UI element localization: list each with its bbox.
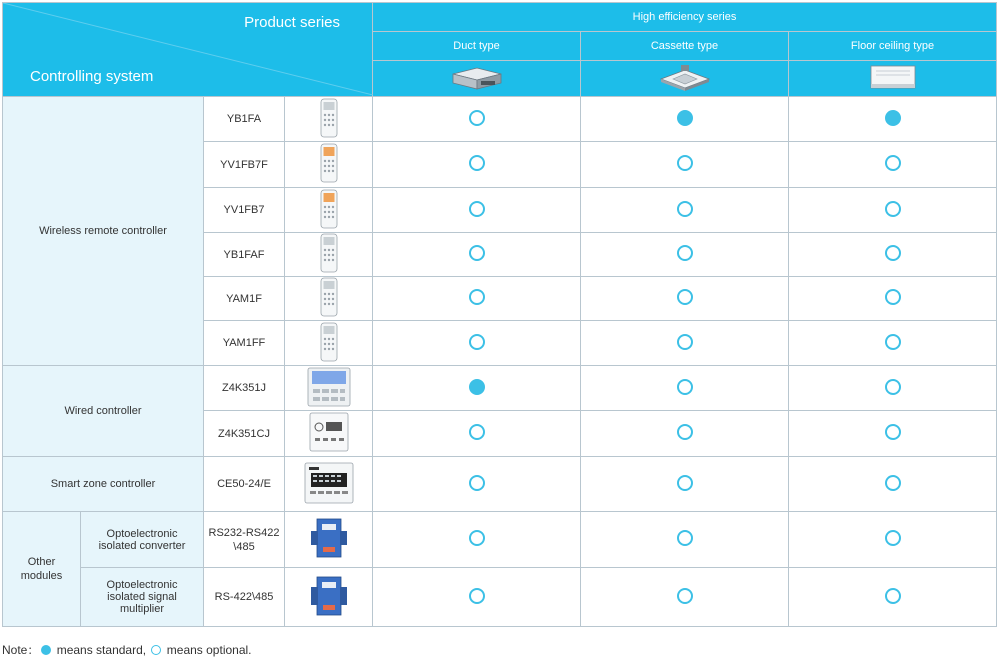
optional-marker [469,289,485,305]
optional-marker [469,155,485,171]
category-opto-multiplier-label: Optoelectronic isolated signal multiplier [106,579,178,615]
blue-converter-module-icon [309,517,349,559]
product-image [285,366,373,411]
support-cell [789,366,997,411]
support-cell [581,411,789,457]
category-other-modules-label: Other modules [20,556,63,582]
product-image [285,512,373,568]
model-name: CE50-24/E [204,457,285,512]
optional-marker [885,155,901,171]
support-cell [789,512,997,568]
category-opto-converter-label: Optoelectronic isolated converter [98,527,186,552]
optional-marker [469,588,485,604]
model-name: YAM1F [204,277,285,321]
optional-marker [885,245,901,261]
optional-marker [885,334,901,350]
product-image [285,277,373,321]
optional-marker [885,530,901,546]
product-image [285,457,373,512]
white-remote-icon [319,233,339,273]
model-name: YB1FAF [204,233,285,277]
optional-marker [677,530,693,546]
support-cell [581,457,789,512]
white-remote-icon [319,277,339,317]
duct-type-header: Duct type [373,32,581,61]
product-image [285,142,373,188]
floor-ceiling-unit-icon [868,62,918,92]
support-cell [581,568,789,627]
support-cell [373,188,581,233]
optional-marker [885,379,901,395]
cassette-unit-image [581,61,789,97]
support-cell [581,277,789,321]
optional-legend-icon [151,645,161,655]
blue-multiplier-module-icon [309,575,349,617]
support-cell [373,366,581,411]
product-series-label: Product series [244,14,340,31]
product-image [285,411,373,457]
optional-marker [469,530,485,546]
floor-ceiling-type-header: Floor ceiling type [789,32,997,61]
support-cell [789,568,997,627]
optional-marker [677,588,693,604]
optional-marker [677,379,693,395]
optional-marker [469,201,485,217]
compatibility-table [2,2,997,627]
support-cell [373,457,581,512]
orange-screen-remote-icon [319,143,339,183]
support-cell [789,321,997,366]
optional-marker [677,289,693,305]
duct-unit-icon [447,62,507,92]
support-cell [789,277,997,321]
optional-marker [469,245,485,261]
product-image [285,188,373,233]
support-cell [373,142,581,188]
support-cell [373,321,581,366]
optional-marker [677,424,693,440]
optional-marker [469,475,485,491]
support-cell [789,142,997,188]
model-name: YB1FA [204,97,285,142]
high-efficiency-series-header: High efficiency series [373,3,997,32]
wired-panel-blue-screen-icon [307,367,351,407]
model-name: YAM1FF [204,321,285,366]
standard-legend-icon [41,645,51,655]
product-image [285,321,373,366]
optional-marker [677,475,693,491]
white-remote-icon [319,98,339,138]
standard-legend-text: means standard, [56,643,147,657]
product-image [285,568,373,627]
floor-ceiling-unit-image [789,61,997,97]
white-remote-icon [319,322,339,362]
standard-marker [677,110,693,126]
cassette-unit-icon [657,62,713,92]
support-cell [789,411,997,457]
support-cell [789,97,997,142]
model-name: YV1FB7F [204,142,285,188]
controlling-system-label: Controlling system [30,68,154,85]
wired-panel-touch-icon [309,412,349,452]
standard-marker [469,379,485,395]
note-prefix: Note： [2,643,40,657]
optional-marker [677,155,693,171]
optional-legend-text: means optional. [166,643,252,657]
category-opto-multiplier [81,568,204,627]
support-cell [789,457,997,512]
category-smart-zone: Smart zone controller [3,457,204,512]
optional-marker [469,110,485,126]
optional-marker [885,201,901,217]
model-name [204,512,285,568]
support-cell [581,97,789,142]
optional-marker [885,289,901,305]
cassette-type-header: Cassette type [581,32,789,61]
support-cell [373,512,581,568]
support-cell [373,411,581,457]
support-cell [581,512,789,568]
optional-marker [469,424,485,440]
optional-marker [677,245,693,261]
legend-note [2,641,252,658]
category-other-modules [3,512,81,627]
optional-marker [677,334,693,350]
header-corner-cell [3,3,373,97]
optional-marker [469,334,485,350]
category-opto-converter [81,512,204,568]
optional-marker [677,201,693,217]
model-name: Z4K351J [204,366,285,411]
product-image [285,233,373,277]
optional-marker [885,424,901,440]
category-wireless: Wireless remote controller [3,97,204,366]
support-cell [789,188,997,233]
category-wired: Wired controller [3,366,204,457]
optional-marker [885,588,901,604]
model-name: Z4K351CJ [204,411,285,457]
standard-marker [885,110,901,126]
support-cell [581,366,789,411]
support-cell [581,142,789,188]
optional-marker [885,475,901,491]
orange-screen-remote-icon [319,189,339,229]
smart-zone-panel-icon [304,462,354,504]
product-image [285,97,373,142]
model-name: RS-422\485 [204,568,285,627]
model-name: YV1FB7 [204,188,285,233]
support-cell [581,188,789,233]
support-cell [581,233,789,277]
support-cell [373,233,581,277]
support-cell [373,568,581,627]
support-cell [581,321,789,366]
support-cell [373,277,581,321]
support-cell [789,233,997,277]
model-name-label: RS232-RS422\485 [208,526,280,553]
duct-unit-image [373,61,581,97]
support-cell [373,97,581,142]
